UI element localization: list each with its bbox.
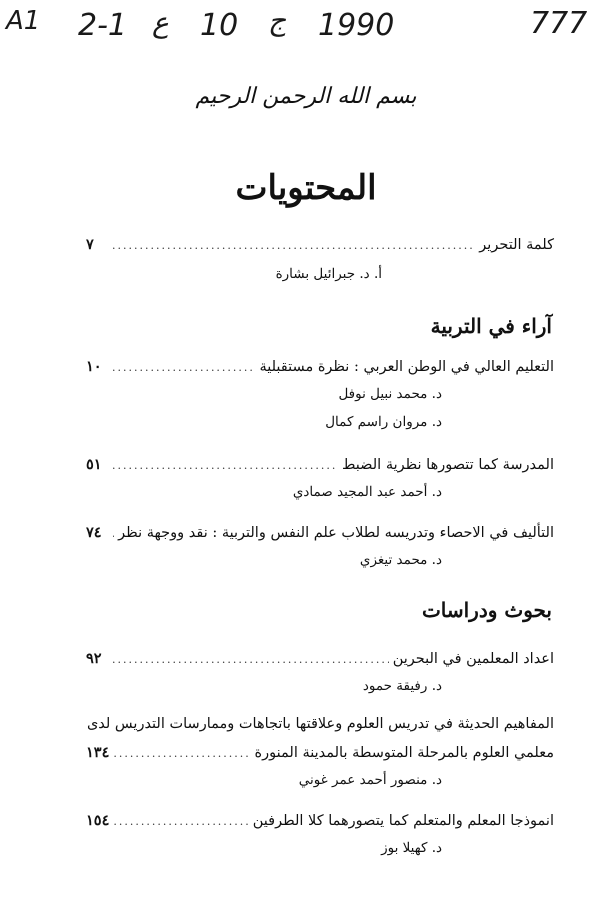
- entry-page: ٩٢: [86, 650, 102, 667]
- entry-title: اعداد المعلمين في البحرين: [392, 651, 554, 667]
- dot-leader: [112, 361, 255, 374]
- entry-title: كلمة التحرير: [479, 237, 554, 253]
- toc-entry-editorial[interactable]: [86, 236, 554, 253]
- header-year: 1990: [318, 8, 395, 43]
- dot-leader: [112, 239, 475, 252]
- header-issue: 2-1: [78, 8, 127, 43]
- entry-author: د. رفيقة حمود: [362, 678, 442, 694]
- header-ref: 777: [530, 6, 588, 41]
- entry-title: المدرسة كما تتصورها نظرية الضبط: [342, 457, 554, 473]
- dot-leader: [112, 527, 114, 540]
- dot-leader: [112, 653, 389, 666]
- dot-leader: [113, 815, 248, 828]
- header-code: A1: [6, 6, 41, 36]
- dot-leader: [112, 459, 338, 472]
- dot-leader: [113, 747, 250, 760]
- entry-author: د. كهيلا بوز: [381, 840, 442, 856]
- toc-entry[interactable]: [86, 456, 554, 473]
- entry-title: معلمي العلوم بالمرحلة المتوسطة بالمدينة المنورة: [254, 745, 554, 761]
- entry-author: أ. د. جبرائيل بشارة: [275, 266, 382, 282]
- toc-entry[interactable]: [86, 358, 554, 375]
- entry-author: د. أحمد عبد المجيد صمادي: [292, 484, 442, 500]
- entry-title: انموذجا المعلم والمتعلم كما يتصورهما كلا الطرفين: [252, 813, 554, 829]
- entry-title-line1: المفاهيم الحديثة في تدريس العلوم وعلاقتها باتجاهات وممارسات التدريس لدى: [86, 716, 554, 732]
- toc-entry[interactable]: [86, 744, 554, 761]
- entry-title: التعليم العالي في الوطن العربي : نظرة مستقبلية: [259, 359, 554, 375]
- entry-author: د. منصور أحمد عمر غوني: [298, 772, 442, 788]
- page-title: المحتويات: [235, 168, 377, 208]
- section-heading: بحوث ودراسات: [421, 598, 552, 622]
- entry-author: د. محمد نبيل نوفل: [338, 386, 442, 402]
- basmala: بسم الله الرحمن الرحيم: [195, 84, 417, 109]
- entry-page: ١٣٤: [86, 744, 110, 761]
- toc-entry[interactable]: [86, 524, 554, 541]
- header-abbr: ج: [268, 4, 287, 37]
- entry-page: ٥١: [86, 456, 102, 473]
- entry-author: د. مروان راسم كمال: [325, 414, 442, 430]
- entry-page: ٧٤: [86, 524, 102, 541]
- entry-page: ١٠: [86, 358, 102, 375]
- toc-entry[interactable]: [86, 812, 554, 829]
- entry-author: د. محمد تيغزي: [359, 552, 442, 568]
- section-heading: آراء في التربية: [430, 314, 552, 338]
- toc-entry[interactable]: [86, 650, 554, 667]
- header-letter: ع: [152, 6, 169, 39]
- header-number: 10: [200, 8, 239, 43]
- entry-page: ١٥٤: [86, 812, 110, 829]
- entry-page: ٧: [86, 236, 94, 253]
- entry-title: التأليف في الاحصاء وتدريسه لطلاب علم النفس والتربية : نقد ووجهة نظر: [118, 525, 554, 541]
